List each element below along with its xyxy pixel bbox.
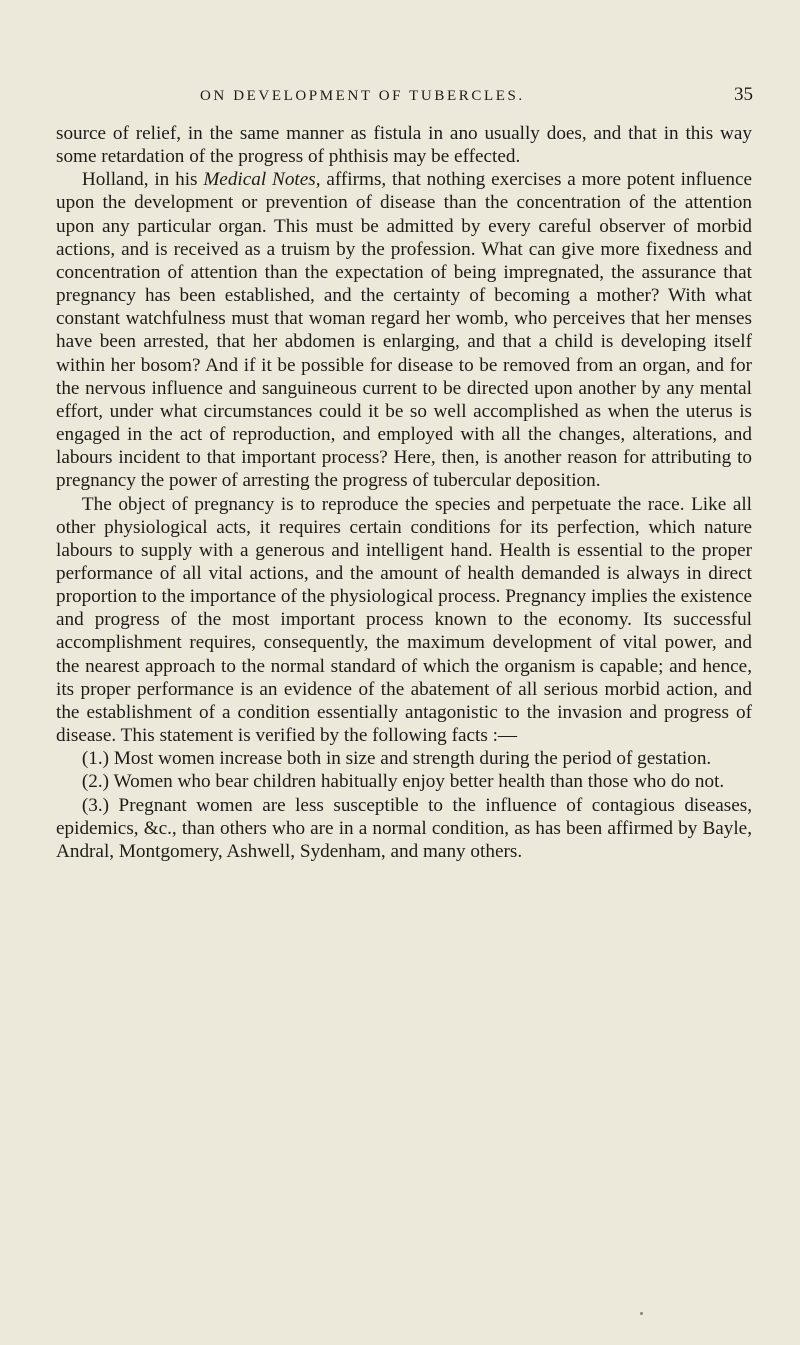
list-item-2: (2.) Women who bear children habitually enjoy better health than those who do not. bbox=[81, 771, 725, 793]
running-head: ON DEVELOPMENT OF TUBERCLES. bbox=[200, 88, 525, 104]
page-header bbox=[0, 84, 800, 110]
paragraph-2-body: affirms, that nothing exercises a more potent influence upon the development or prevention of disease than the concentration of the attention upon any particular organ. This must be admitted by every careful observer of morbid actions, and is received as a truism by the profession. What can give more fixedness and concentration of attention than the expectation of being impregnated, the assurance that pregnancy has been established, and the certainty of becoming a mother? With what constant watchfulness must that woman regard her womb, who perceives that her menses have been arrested, that her abdomen is enlarging, and that a child is developing itself within her bosom? And if it be possible for disease to be removed from an organ, and for the nervous influence and sanguineous current to be directed upon another by any mental effort, under what circumstances could it be so well accomplished as when the uterus is engaged in the act of reproduction, and employed with all the changes, alterations, and labours incident to that important process? Here, then, is another reason for attributing to pregnancy the power of arresting the progress of tubercular deposition. bbox=[56, 169, 753, 492]
list-item-1: (1.) Most women increase both in size and strength during the period of gestation. bbox=[81, 748, 712, 770]
paragraph-2-lead: Holland, in his bbox=[81, 169, 204, 191]
paragraph-1: source of relief, in the same manner as fistula in ano usually does, and that in this way some retardation of the progress of phthisis may be effected. bbox=[56, 123, 752, 168]
page-number: 35 bbox=[734, 84, 753, 105]
book-title: Medical Notes, bbox=[203, 169, 321, 191]
list-item-3: (3.) Pregnant women are less susceptible to the influence of contagious diseases, epidemics, &c., than others who are in a normal condition, as has been affirmed by Bayle, Andral, Montgomery, Ashwell, Sydenham, and many others. bbox=[56, 794, 752, 862]
paper-speck bbox=[640, 1312, 643, 1315]
paragraph-2 bbox=[56, 168, 752, 492]
body-text bbox=[56, 122, 752, 863]
paragraph-3: The object of pregnancy is to reproduce the species and perpetuate the race. Like all other physiological acts, it requires certain conditions for its perfection, which nature labours to supply with a generous and intelligent hand. Health is essential to the proper performance of all vital actions, and the amount of health demanded is always in direct proportion to the importance of the physiological process. Pregnancy implies the existence and progress of the most important process known to the economy. Its successful accomplishment requires, consequently, the maximum development of vital power, and the nearest approach to the normal standard of which the organism is capable; and hence, its proper performance is an evidence of the abatement of all serious morbid action, and the establishment of a condition essentially antagonistic to the invasion and progress of disease. This statement is verified by the following facts :— bbox=[56, 493, 752, 747]
